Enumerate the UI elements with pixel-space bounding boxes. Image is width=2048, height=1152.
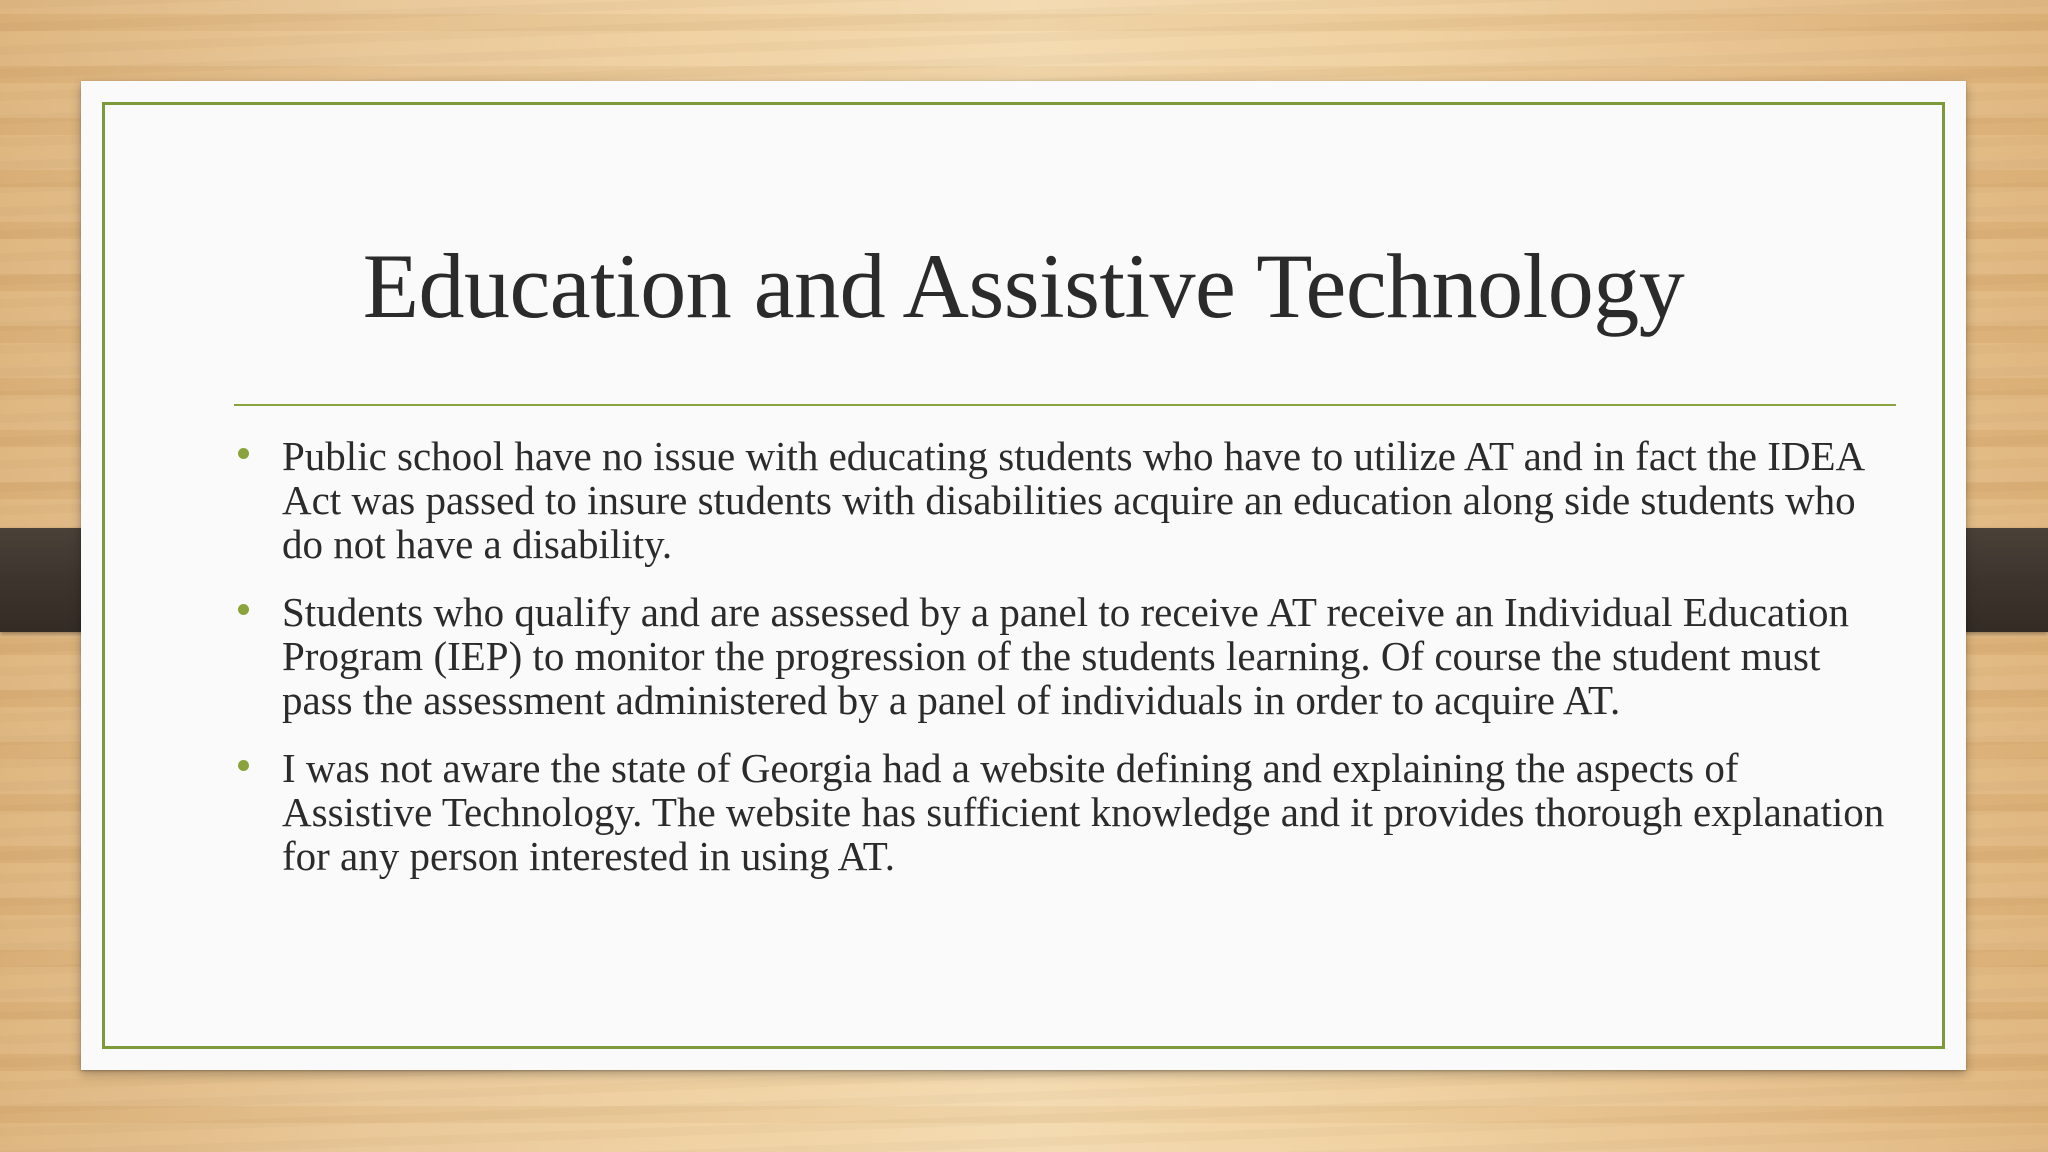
bullet-text: Students who qualify and are assessed by a panel to receive AT receive an Individual Education Program (IEP) to monitor the progression of the students learning. Of course the student must pass the assessment administered by a panel of individuals in order to acquire AT. xyxy=(282,589,1849,723)
slide-card xyxy=(81,81,1966,1070)
bullet-dot-icon xyxy=(238,604,249,615)
bullet-text: I was not aware the state of Georgia had a website defining and explaining the aspects of Assistive Technology. The website has sufficient knowledge and it provides thorough explanation for any person interested in using AT. xyxy=(282,745,1885,879)
bullet-list xyxy=(234,434,1894,902)
bullet-item xyxy=(234,746,1894,878)
bullet-text: Public school have no issue with educating students who have to utilize AT and in fact the IDEA Act was passed to insure students with disabilities acquire an education along side students who do not have a disability. xyxy=(282,433,1863,567)
bullet-dot-icon xyxy=(238,760,249,771)
bullet-item xyxy=(234,434,1894,566)
bullet-dot-icon xyxy=(238,448,249,459)
title-divider xyxy=(234,404,1896,406)
slide-title: Education and Assistive Technology xyxy=(362,235,1685,337)
bullet-item xyxy=(234,590,1894,722)
